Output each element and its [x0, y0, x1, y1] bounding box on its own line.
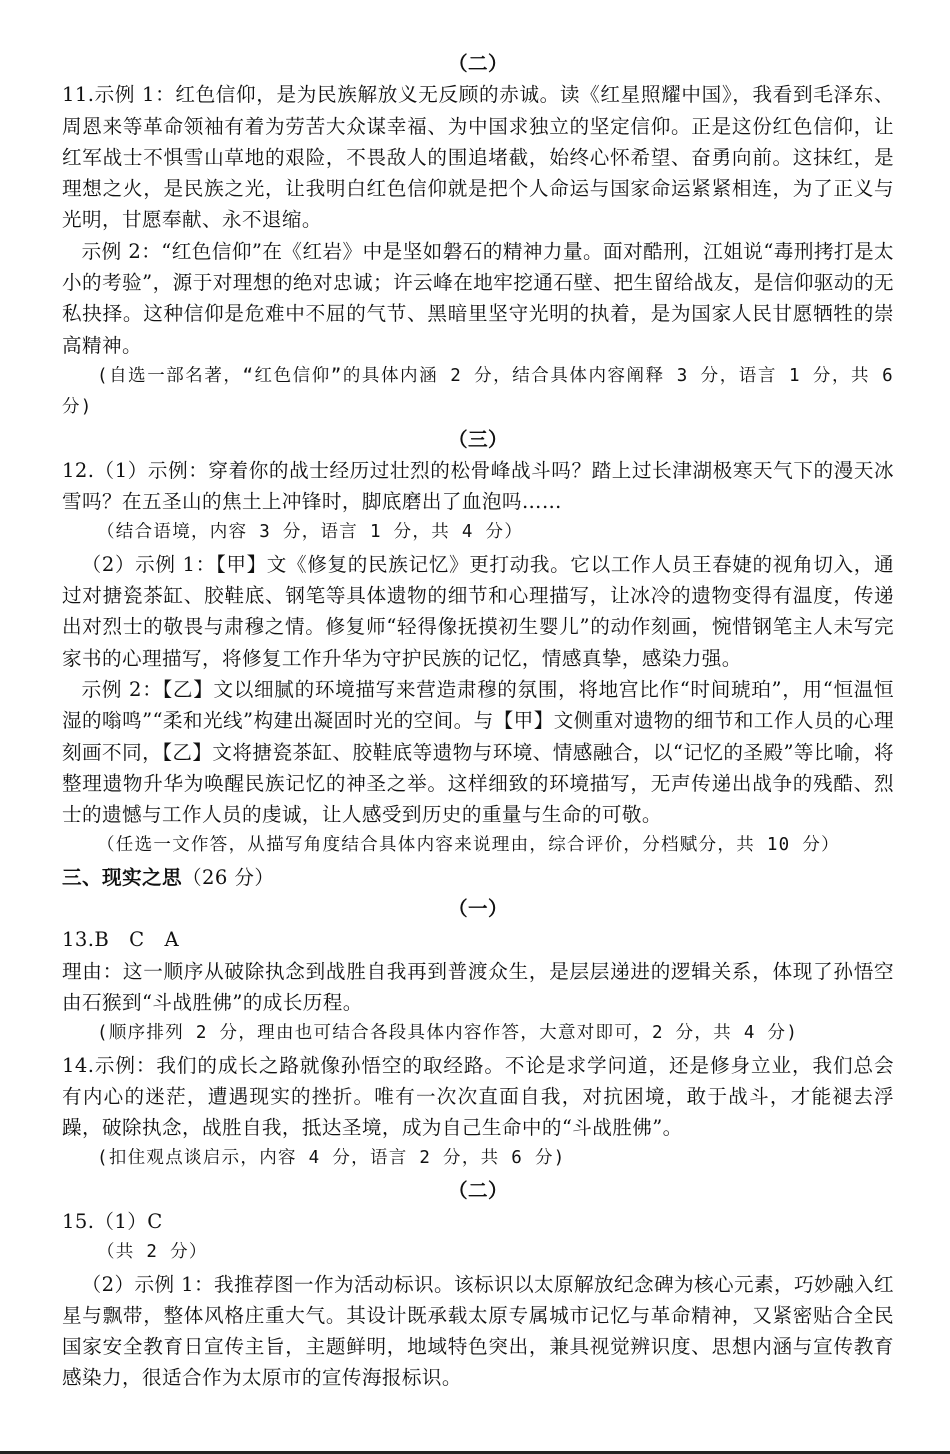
answer-page — [62, 48, 894, 1394]
scoring-note: (顺序排列 2 分，理由也可结合各段具体内容作答，大意对即可，2 分，共 4 分) — [97, 1023, 799, 1044]
paragraph: 14.示例：我们的成长之路就像孙悟空的取经路。不论是求学问道，还是修身立业，我们总会有内心的迷茫，遭遇现实的挫折。唯有一次次直面自我，对抗困境，敢于战斗，才能褪去浮躁，破除执念，战胜自我，抵达圣境，成为自己生命中的“斗战胜佛”。 — [62, 1053, 894, 1140]
scoring-note: (自选一部名著，“红色信仰”的具体内涵 2 分，结合具体内容阐释 3 分，语言 1 分，共 6 分) — [62, 365, 894, 418]
paragraph: 15.（1）C — [62, 1209, 163, 1233]
section-heading: （一） — [448, 897, 508, 921]
scoring-note: （共 2 分） — [97, 1242, 208, 1263]
indented-paragraph: （2）示例 1：我推荐图一作为活动标识。该标识以太原解放纪念碑为核心元素，巧妙融入红星与飘带，整体风格庄重大气。其设计既承载太原专属城市记忆与革命精神，又紧密贴合全民国家安全教育日宣传主旨，主题鲜明，地域特色突出，兼具视觉辨识度、思想内涵与宣传教育感染力，很适合作为太原市的宣传海报标识。 — [62, 1272, 894, 1390]
section-heading: （三） — [448, 427, 508, 451]
section-heading: （二） — [448, 1178, 508, 1202]
part-heading-points: （26 分） — [181, 865, 275, 889]
indented-paragraph: 示例 2：【乙】文以细腻的环境描写来营造肃穆的氛围，将地宫比作“时间琥珀”，用“恒温恒湿的嗡鸣”“柔和光线”构建出凝固时光的空间。与【甲】文侧重对遗物的细节和工作人员的心理刻画不同，【乙】文将搪瓷茶缸、胶鞋底等遗物与环境、情感融合，以“记忆的圣殿”等比喻，将整理遗物升华为唤醒民族记忆的神圣之举。这样细致的环境描写，无声传递出战争的残酷、烈士的遗憾与工作人员的虔诚，让人感受到历史的重量与生命的可敬。 — [62, 677, 894, 827]
indented-paragraph: （2）示例 1：【甲】文《修复的民族记忆》更打动我。它以工作人员王春婕的视角切入，通过对搪瓷茶缸、胶鞋底、钢笔等具体遗物的细节和心理描写，让冰冷的遗物变得有温度，传递出对烈士的敬畏与肃穆之情。修复师“轻得像抚摸初生婴儿”的动作刻画，惋惜钢笔主人未写完家书的心理描写，将修复工作升华为守护民族的记忆，情感真挚，感染力强。 — [62, 552, 894, 670]
paragraph: 理由：这一顺序从破除执念到战胜自我再到普渡众生，是层层递进的逻辑关系，体现了孙悟空由石猴到“斗战胜佛”的成长历程。 — [62, 959, 894, 1014]
paragraph: 12.（1）示例：穿着你的战士经历过壮烈的松骨峰战斗吗？踏上过长津湖极寒天气下的漫天冰雪吗？在五圣山的焦土上冲锋时，脚底磨出了血泡吗…… — [62, 458, 894, 514]
part-heading-title: 三、现实之思 — [62, 865, 182, 889]
scoring-note: （结合语境，内容 3 分，语言 1 分，共 4 分） — [97, 522, 524, 543]
section-heading: （二） — [448, 52, 508, 75]
indented-paragraph: 示例 2：“红色信仰”在《红岩》中是坚如磐石的精神力量。面对酷刑，江姐说“毒刑拷打是太小的考验”，源于对理想的绝对忠诚；许云峰在地牢挖通石壁、把生留给战友，是信仰驱动的无私抉择。这种信仰是危难中不屈的气节、黑暗里坚守光明的执着，是为国家人民甘愿牺牲的崇高精神。 — [62, 239, 894, 357]
paragraph: 13.B C A — [62, 928, 180, 952]
scoring-note: (扣住观点谈启示，内容 4 分，语言 2 分，共 6 分) — [97, 1148, 566, 1169]
part-heading — [62, 862, 894, 893]
paragraph: 11.示例 1：红色信仰，是为民族解放义无反顾的赤诚。读《红星照耀中国》，我看到毛泽东、周恩来等革命领袖有着为劳苦大众谋幸福、为中国求独立的坚定信仰。正是这份红色信仰，让红军战士不惧雪山草地的艰险，不畏敌人的围追堵截，始终心怀希望、奋勇向前。这抹红，是理想之火，是民族之光，让我明白红色信仰就是把个人命运与国家命运紧紧相连，为了正义与光明，甘愿奉献、永不退缩。 — [62, 83, 894, 232]
scoring-note: （任选一文作答，从描写角度结合具体内容来说理由，综合评价，分档赋分，共 10 分） — [97, 835, 840, 856]
